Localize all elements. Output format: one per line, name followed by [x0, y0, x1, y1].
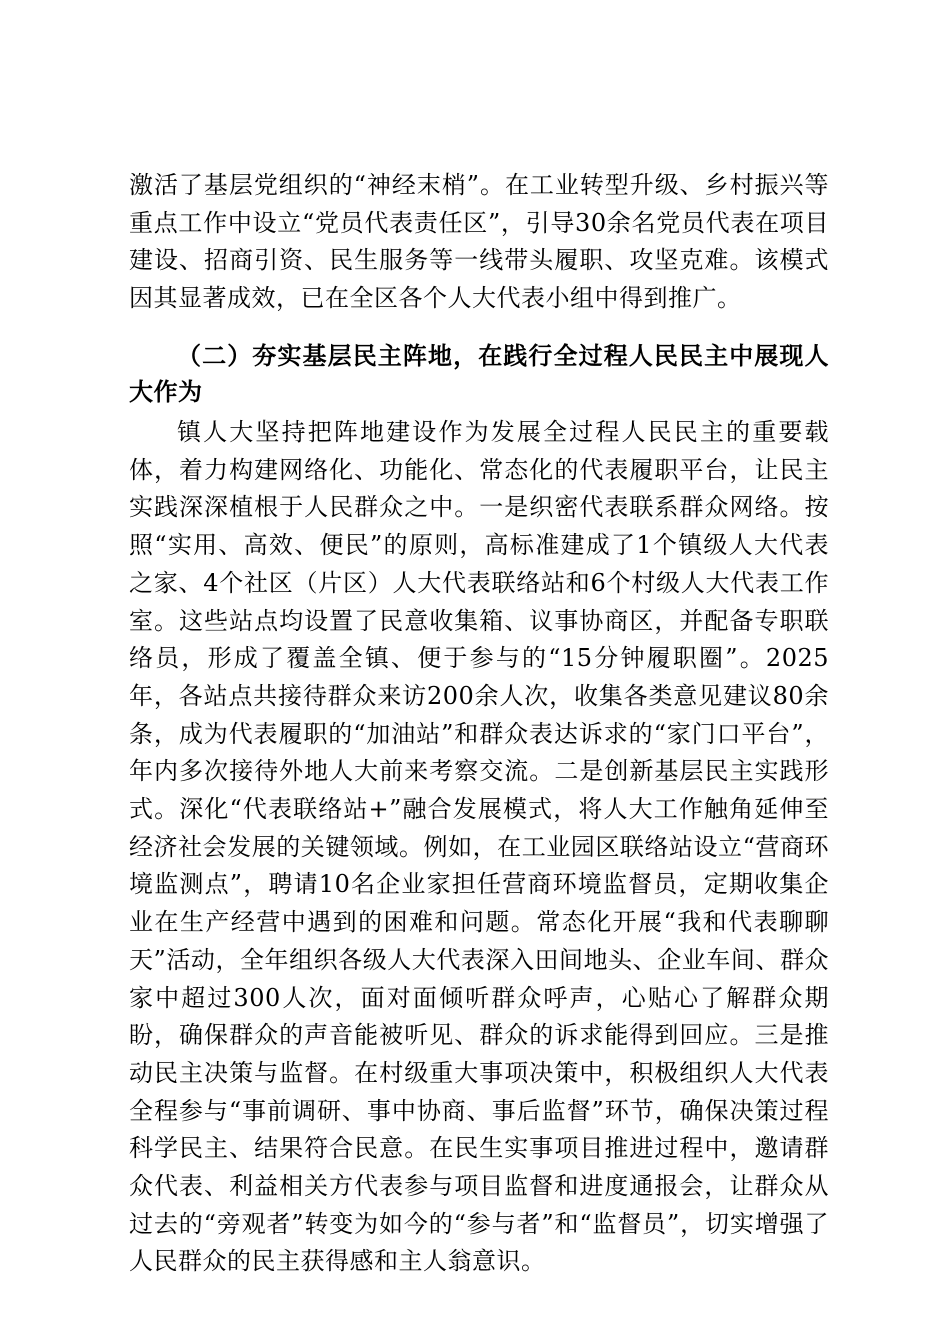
body-paragraph: 激活了基层党组织的“神经末梢”。在工业转型升级、乡村振兴等重点工作中设立“党员代表责任区”，引导30余名党员代表在项目建设、招商引资、民生服务等一线带头履职、攻坚克难。该模式因其显著成效，已在全区各个人大代表小组中得到推广。	[129, 171, 829, 313]
section-heading: （二）夯实基层民主阵地，在践行全过程人民民主中展现人大作为	[129, 341, 829, 406]
body-paragraph: 镇人大坚持把阵地建设作为发展全过程人民民主的重要载体，着力构建网络化、功能化、常态化的代表履职平台，让民主实践深深植根于人民群众之中。一是织密代表联系群众网络。按照“实用、高效、便民”的原则，高标准建成了1个镇级人大代表之家、4个社区（片区）人大代表联络站和6个村级人大代表工作室。这些站点均设置了民意收集箱、议事协商区，并配备专职联络员，形成了覆盖全镇、便于参与的“15分钟履职圈”。2025年，各站点共接待群众来访200余人次，收集各类意见建议80余条，成为代表履职的“加油站”和群众表达诉求的“家门口平台”，年内多次接待外地人大前来考察交流。二是创新基层民主实践形式。深化“代表联络站+”融合发展模式，将人大工作触角延伸至经济社会发展的关键领域。例如，在工业园区联络站设立“营商环境监测点”，聘请10名企业家担任营商环境监督员，定期收集企业在生产经营中遇到的困难和问题。常态化开展“我和代表聊聊天”活动，全年组织各级人大代表深入田间地头、企业车间、群众家中超过300人次，面对面倾听群众呼声，心贴心了解群众期盼，确保群众的声音能被听见、群众的诉求能得到回应。三是推动民主决策与监督。在村级重大事项决策中，积极组织人大代表全程参与“事前调研、事中协商、事后监督”环节，确保决策过程科学民主、结果符合民意。在民生实事项目推进过程中，邀请群众代表、利益相关方代表参与项目监督和进度通报会，让群众从过去的“旁观者”转变为如今的“参与者”和“监督员”，切实增强了人民群众的民主获得感和主人翁意识。	[129, 418, 829, 1276]
